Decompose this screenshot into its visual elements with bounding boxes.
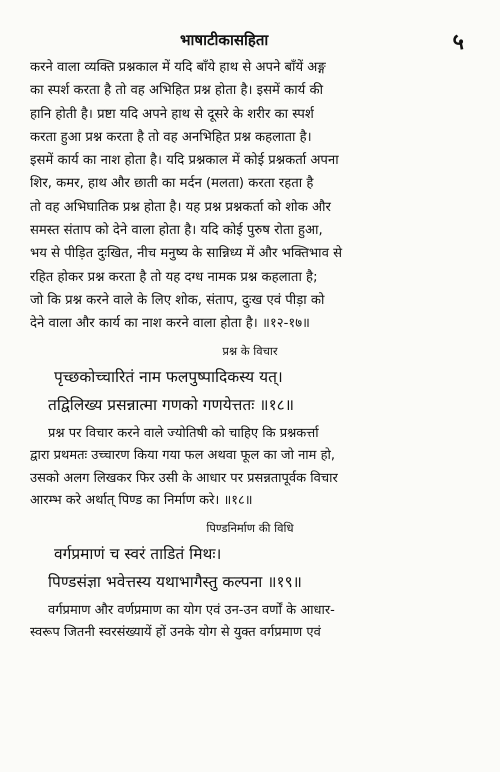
- text-line: का स्पर्श करता है तो वह अभिहित प्रश्न होता है। इसमें कार्य की: [30, 83, 324, 99]
- page-number: ५: [452, 30, 464, 55]
- paragraph-continued: [30, 56, 470, 336]
- commentary-paragraph: [30, 423, 470, 513]
- text-line: करने वाला व्यक्ति प्रश्नकाल में यदि बाँये हाथ से अपने बाँयें अङ्ग: [30, 60, 326, 75]
- text-line: द्वारा प्रथमतः उच्चारण किया गया फल अथवा फूल का जो नाम हो,: [30, 448, 335, 464]
- section-heading: पिण्डनिर्माण की विधि: [206, 520, 294, 535]
- text-line: हानि होती है। प्रष्टा यदि अपने हाथ से दूसरे के शरीर का स्पर्श: [30, 106, 314, 122]
- verse-line: वर्गप्रमाणं च स्वरं ताडितं मिथः।: [54, 544, 222, 563]
- text-line: शिर, कमर, हाथ और छाती का मर्दन (मलता) करता रहता है: [30, 176, 314, 192]
- text-line: तो वह अभिघातिक प्रश्न होता है। यह प्रश्न प्रश्नकर्ता को शोक और: [30, 199, 331, 215]
- text-line: आरम्भ करे अर्थात् पिण्ड का निर्माण करे। ॥१८॥: [30, 493, 253, 509]
- text-line: भय से पीड़ित दुःखित, नीच मनुष्य के सान्निध्य में और भक्तिभाव से: [30, 246, 343, 262]
- running-head: [30, 30, 470, 56]
- text-line: इसमें कार्य का नाश होता है। यदि प्रश्नकाल में कोई प्रश्नकर्ता अपना: [30, 153, 339, 169]
- text-line: वर्गप्रमाण और वर्णप्रमाण का योग एवं उन-उन वर्णों के आधार-: [48, 602, 335, 618]
- text-line: करता हुआ प्रश्न करता है तो वह अनभिहित प्रश्न कहलाता है।: [30, 129, 312, 145]
- text-line: समस्त संताप को देने वाला होता है। यदि कोई पुरुष रोता हुआ,: [30, 223, 323, 239]
- text-line: उसको अलग लिखकर फिर उसी के आधार पर प्रसन्नतापूर्वक विचार: [30, 470, 338, 486]
- verse-line: तद्विलिख्य प्रसन्नात्मा गणको गणयेत्ततः ॥१८॥: [48, 395, 294, 414]
- verse-line: पिण्डसंज्ञा भवेत्तस्य यथाभागैस्तु कल्पना ॥१९॥: [48, 572, 302, 591]
- running-title: भाषाटीकासहिता: [180, 31, 269, 49]
- text-line: देने वाला और कार्य का नाश करने वाला होता है। ॥१२-१७॥: [30, 316, 310, 332]
- book-page: [30, 30, 470, 645]
- text-line: स्वरूप जितनी स्वरसंख्यायें हों उनके योग से युक्त वर्गप्रमाण एवं: [30, 625, 321, 641]
- commentary-paragraph: [30, 600, 470, 645]
- section-heading: प्रश्न के विचार: [222, 343, 278, 358]
- text-line: रहित होकर प्रश्न करता है तो यह दग्ध नामक प्रश्न कहलाता है;: [30, 269, 318, 285]
- text-line: जो कि प्रश्न करने वाले के लिए शोक, संताप, दुःख एवं पीड़ा को: [30, 292, 325, 308]
- text-line: प्रश्न पर विचार करने वाले ज्योतिषी को चाहिए कि प्रश्नकर्त्ता: [48, 425, 319, 441]
- verse-line: पृच्छकोच्चारितं नाम फलपुष्पादिकस्य यत्।: [54, 367, 283, 386]
